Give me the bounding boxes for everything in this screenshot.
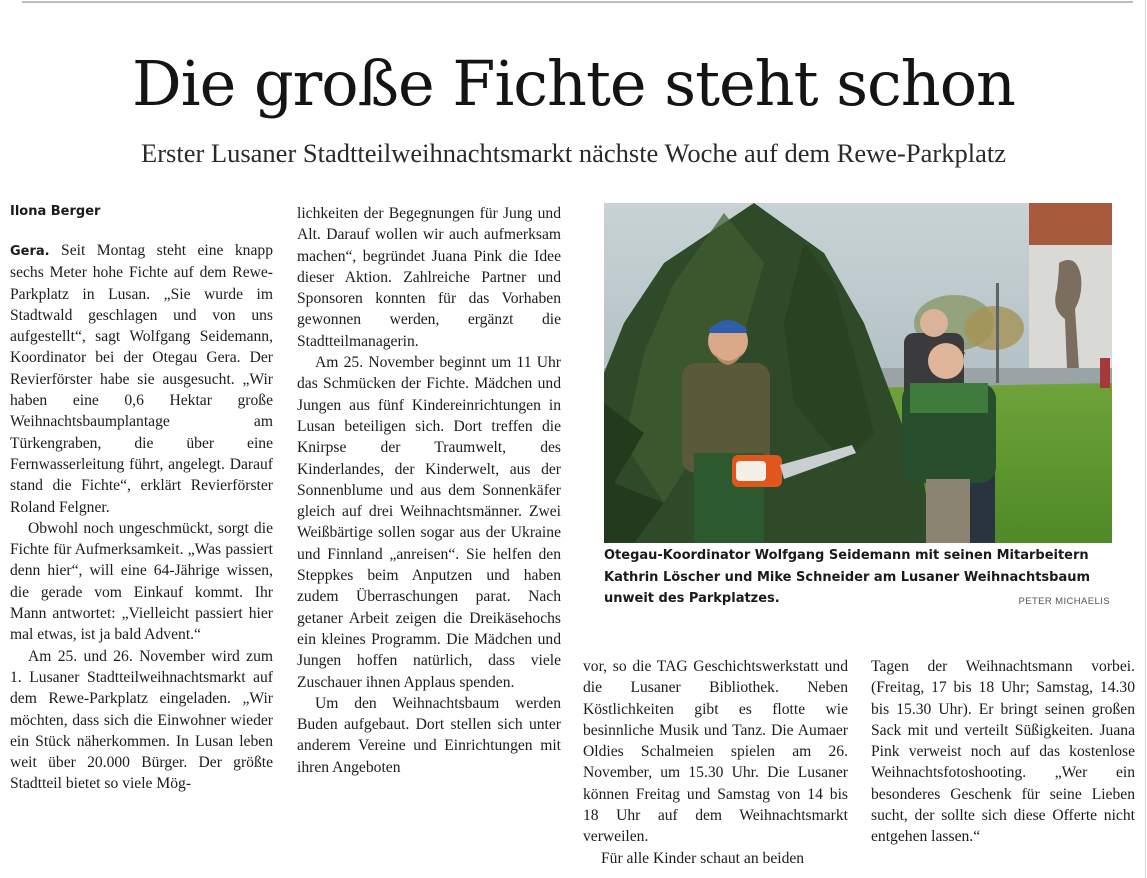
article-paragraph: Für alle Kinder schaut an beiden (601, 849, 805, 867)
article-paragraph: lichkeiten der Begegnungen für Jung und Alt. Darauf wollen wir auch aufmerksam machen“, begründet Juana Pink die Idee dieser Aktion. Zahlreiche Partner und Sponsoren konnten für das Vorhaben gewonnen werden, ergänzt die Stadtteilmanagerin. (297, 205, 561, 350)
article-paragraph (10, 240, 273, 518)
headline: Die große Fichte steht schon (132, 47, 1015, 120)
photo-credit: PETER MICHAELIS (1018, 596, 1110, 607)
dateline: Gera. (10, 244, 50, 259)
article-paragraph: vor, so die TAG Geschichtswerkstatt und die Lusaner Bibliothek. Neben Köstlichkeiten gibt es flotte wie besinnliche Musik und Tanz. Die Aumaer Oldies Schalmeien spielen am 26. November, um 15.30 Uhr. Die Lusaner können Freitag und Samstag von 14 bis 18 Uhr auf dem Weihnachtsmarkt verweilen. (583, 658, 848, 846)
article-paragraph: Am 25. und 26. November wird zum 1. Lusaner Stadtteilweihnachtsmarkt auf dem Rewe-Parkplatz eingeladen. „Wir möchten, dass sich die Einwohner wieder ein Stück näherkommen. In Lusan leben weit über 20.000 Bürger. Der größte Stadtteil bietet so viele Mög- (10, 647, 273, 793)
paragraph-text: Seit Montag steht eine knapp sechs Meter hohe Fichte auf dem Rewe-Parkplatz in Lusan. „Sie wurde im Stadtwald geschlagen und von uns aufgestellt“, sagt Wolfgang Seidemann, Koordinator bei der Otegau Gera. Der Revierförster habe sie ausgesucht. „Wir haben eine 0,6 Hektar große Weihnachtsbaumplantage am Türkengraben, die über eine Fernwasserleitung führt, angelegt. Darauf stand die Fichte“, erklärt Revierförster Roland Felgner. (10, 242, 273, 516)
article-column-4 (871, 656, 1135, 848)
author-byline: Ilona Berger (10, 204, 101, 219)
article-paragraph: Um den Weihnachtsbaum werden Buden aufgebaut. Dort stellen sich unter anderem Vereine und Einrichtungen mit ihren Angeboten (297, 694, 561, 776)
article-paragraph: Obwohl noch ungeschmückt, sorgt die Fichte für Aufmerksamkeit. „Was passiert denn hier“, will eine 64-Jährige wissen, die gerade vom Einkauf kommt. Ihr Mann antwortet: „Vielleicht passiert hier mal etwas, ist ja bald Advent.“ (10, 519, 273, 644)
article-column-2 (297, 203, 561, 778)
article-paragraph: Am 25. November beginnt um 11 Uhr das Schmücken der Fichte. Mädchen und Jungen aus fünf Kindereinrichtungen in Lusan beteiligen sich. Dort treffen die Knirpse der Traumwelt, des Kinderlandes, der Kinderwelt, aus der Sonnenblume und aus dem Sonnenkäfer gleich auf drei Weihnachtsmänner. Zwei Weißbärtige sollen sogar aus der Ukraine und Finnland „anreisen“. Sie helfen den Steppkes beim Anputzen und haben zudem Überraschungen parat. Nach getaner Arbeit zeigen die Dreikäsehochs ein kleines Programm. Die Mädchen und Jungen hoffen natürlich, dass viele Zuschauer ihnen Applaus spenden. (297, 354, 561, 691)
subheadline: Erster Lusaner Stadtteilweihnachtsmarkt nächste Woche auf dem Rewe-Parkplatz (141, 138, 1006, 168)
article-photo (604, 203, 1112, 543)
top-rule (22, 1, 1133, 3)
article-column-1 (10, 201, 273, 795)
article-paragraph: Tagen der Weihnachtsmann vorbei. (Freitag, 17 bis 18 Uhr; Samstag, 14.30 bis 15.30 Uhr). Er bringt seinen großen Sack mit und verteilt Süßigkeiten. Juana Pink verweist noch auf das kostenlose Weihnachtsfotoshooting. „Wer ein besonderes Geschenk für seine Lieben sucht, der sollte sich diese Offerte nicht entgehen lassen.“ (871, 658, 1135, 846)
photo-illustration (604, 203, 1112, 543)
article-column-3 (583, 656, 848, 869)
photo-caption: Otegau-Koordinator Wolfgang Seidemann mit seinen Mitarbeitern Kathrin Löscher und Mike Schneider am Lusaner Weihnachtsbaum unweit des Parkplatzes. (604, 548, 1091, 606)
